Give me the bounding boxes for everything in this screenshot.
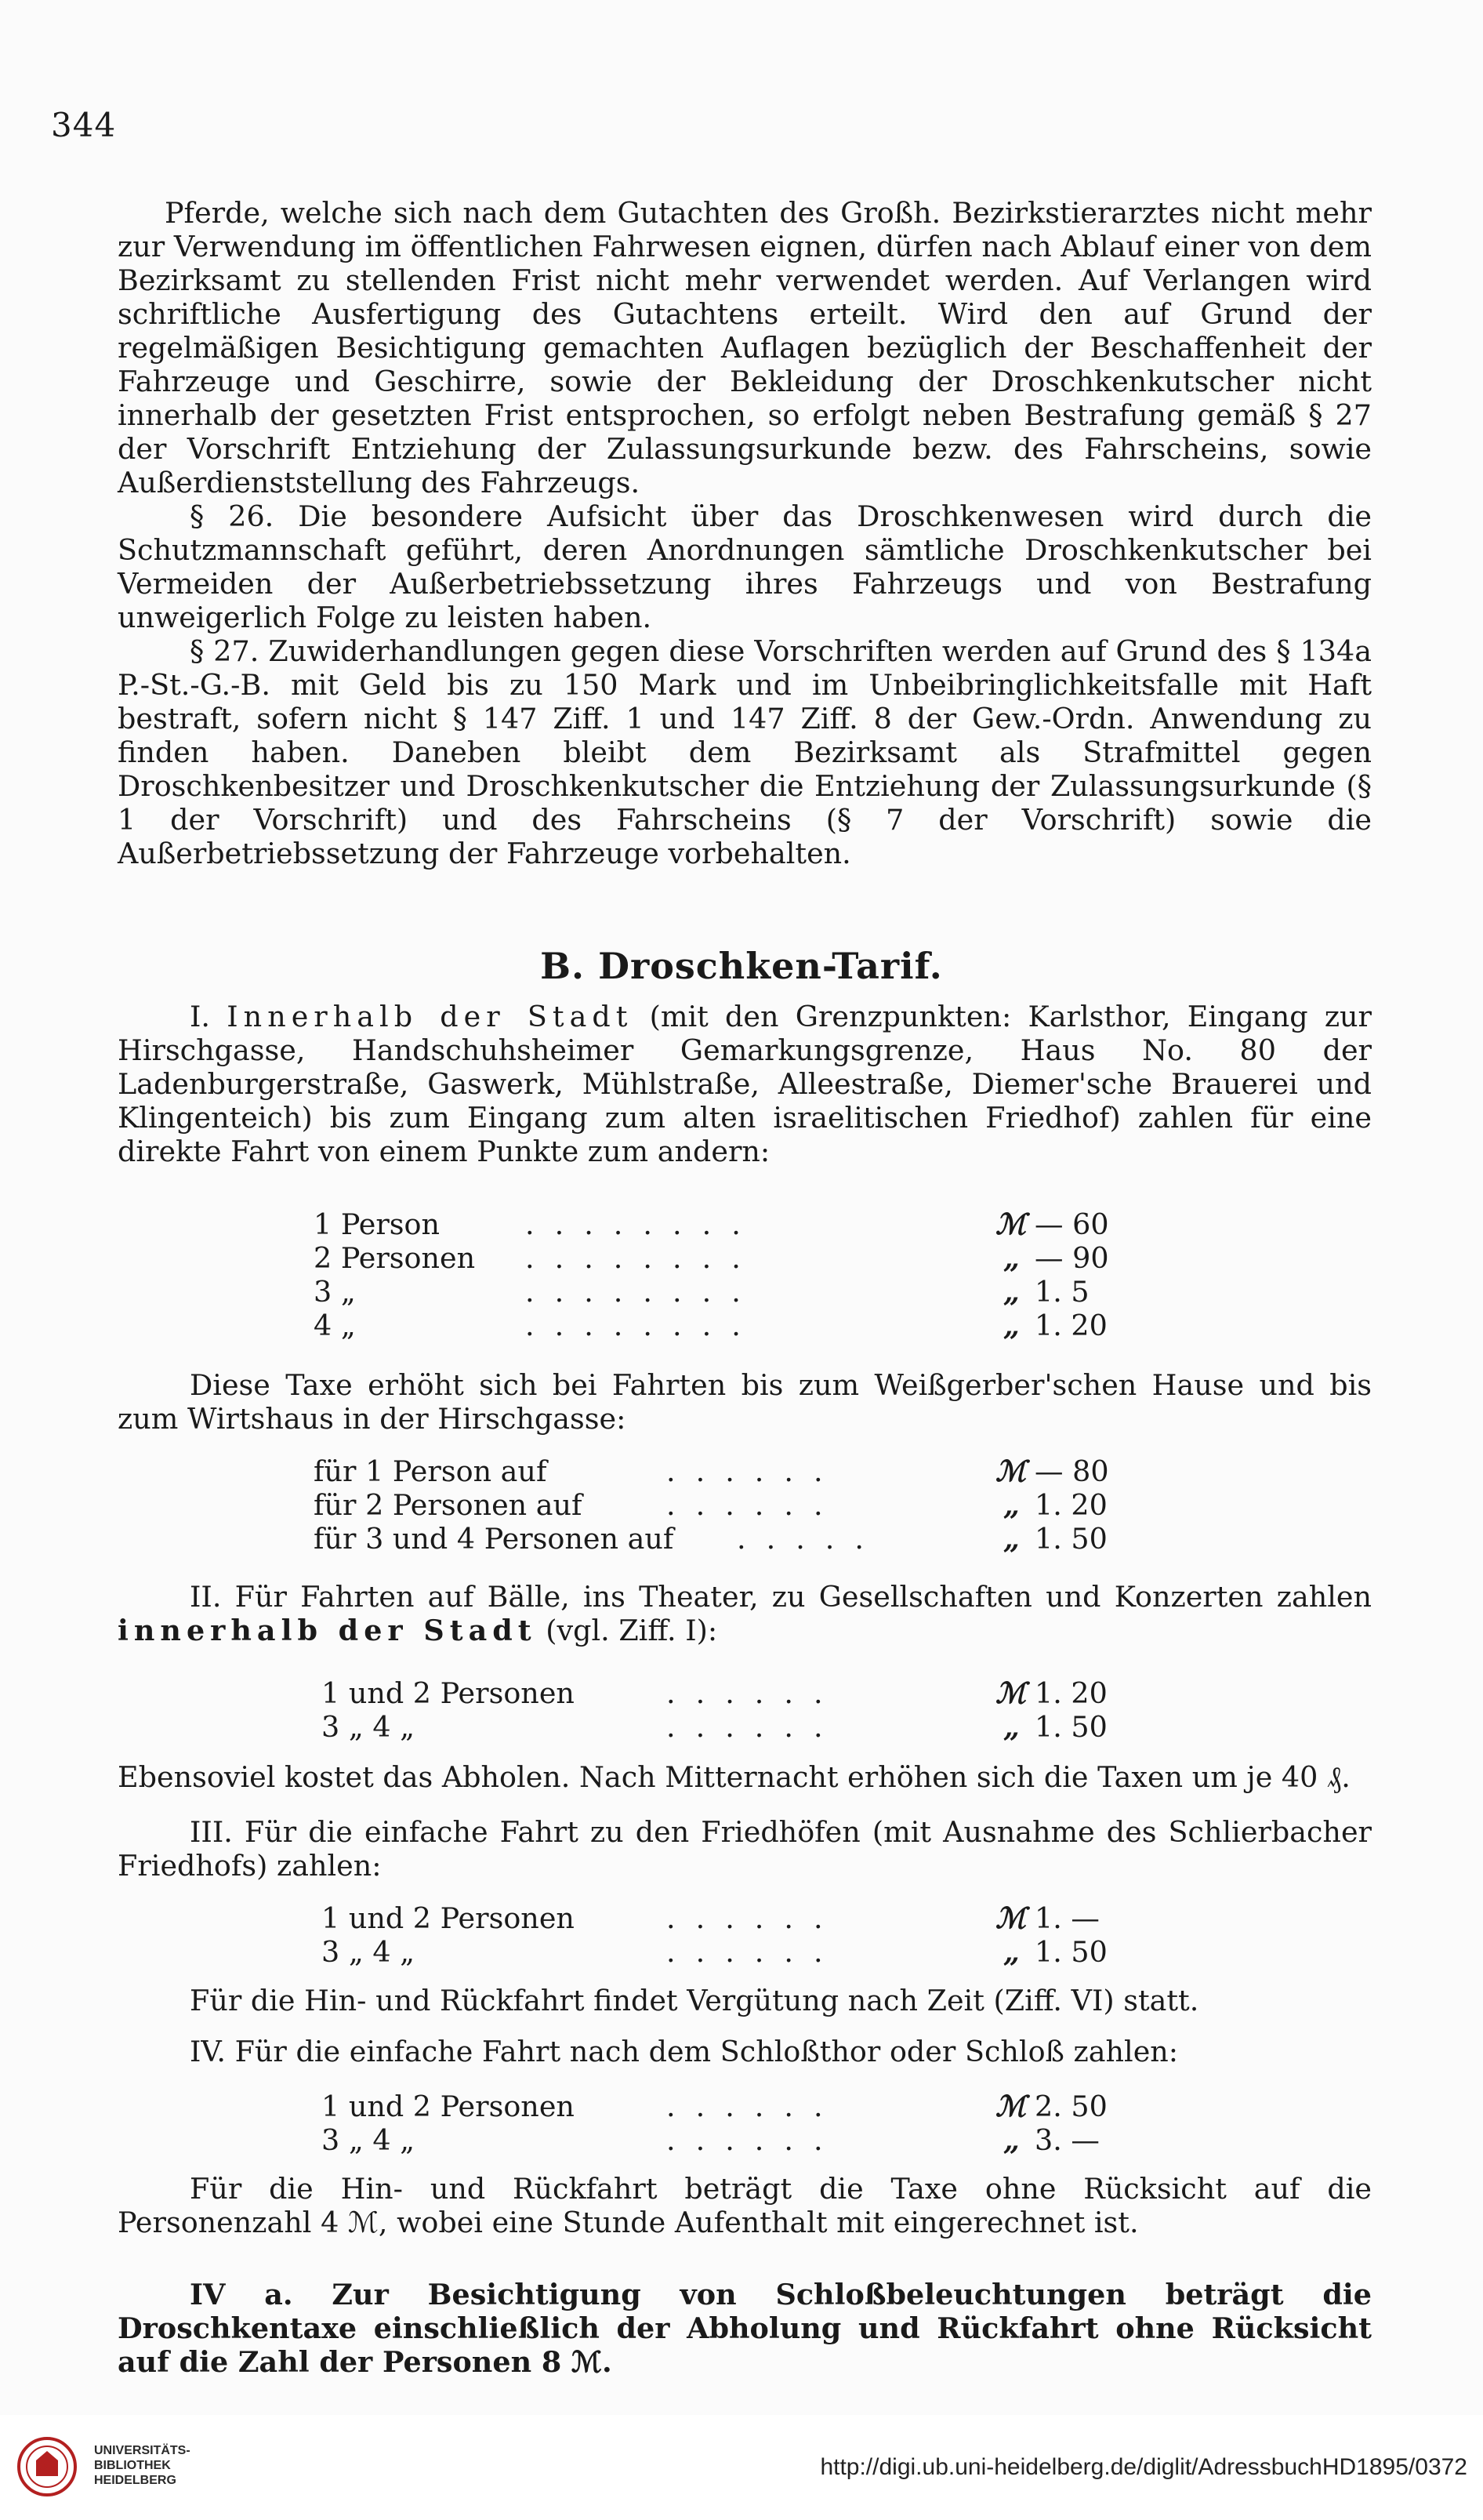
row-label: für 1 Person auf xyxy=(314,1454,547,1488)
section-I-note-text: Diese Taxe erhöht sich bei Fahrten bis zum Weißgerber'schen Hause und bis zum Wirtshaus in der Hirschgasse: xyxy=(118,1368,1372,1436)
tariff-row: 1 und 2 Personen ...... ℳ 2. 50 xyxy=(321,2090,1108,2123)
row-label: 3 „ 4 „ xyxy=(321,1935,415,1969)
currency: ℳ xyxy=(995,1901,1027,1935)
tariff-row: 3 „ 4 „ ...... „ 3. — xyxy=(321,2123,1100,2157)
section-IVa-text: IV a. Zur Besichtigung von Schloßbeleuchtungen beträgt die Droschkentaxe einschließlich der Abholung und Rückfahrt ohne Rücksicht auf die Zahl der Personen 8 ℳ. xyxy=(118,2278,1372,2379)
currency: „ xyxy=(1003,1488,1020,1522)
section-I xyxy=(118,1000,1372,1168)
amount: — 60 xyxy=(1035,1207,1109,1241)
amount: 1. 50 xyxy=(1035,1710,1108,1744)
section-I-lead: I. xyxy=(190,1000,211,1033)
paragraph-26: § 26. Die besondere Aufsicht über das Droschkenwesen wird durch die Schutzmannschaft geführt, deren Anordnungen sämtliche Droschkenkutscher bei Vermeiden der Außerbetriebssetzung ihres Fahrzeugs und von Bestrafung unweigerlich Folge zu leisten haben. xyxy=(118,499,1372,634)
logo-line-3: HEIDELBERG xyxy=(94,2474,176,2487)
section-II-note xyxy=(118,1760,1372,1794)
logo-text xyxy=(94,2443,190,2488)
currency: „ xyxy=(1003,1522,1020,1556)
row-label: 1 Person xyxy=(314,1207,441,1241)
currency: ℳ xyxy=(995,2090,1027,2123)
section-IV-note-text: Für die Hin- und Rückfahrt beträgt die Taxe ohne Rücksicht auf die Personenzahl 4 ℳ, wobei eine Stunde Aufenthalt mit eingerechnet ist. xyxy=(118,2172,1372,2239)
section-II-text-b: (vgl. Ziff. I): xyxy=(546,1614,718,1647)
logo-line-1: UNIVERSITÄTS- xyxy=(94,2444,190,2457)
currency: ℳ xyxy=(995,1676,1027,1710)
row-label: für 3 und 4 Personen auf xyxy=(314,1522,674,1556)
amount: 1. 20 xyxy=(1035,1488,1108,1522)
source-url-link[interactable]: http://digi.ub.uni-heidelberg.de/diglit/AdressbuchHD1895/0372 xyxy=(820,2454,1467,2480)
section-I-note xyxy=(118,1368,1372,1436)
row-label: 3 „ 4 „ xyxy=(321,2123,415,2157)
tariff-table-IV xyxy=(321,2090,1184,2157)
row-label: 3 „ xyxy=(314,1275,356,1309)
tariff-row: 3 „ 4 „ ...... „ 1. 50 xyxy=(321,1935,1108,1969)
tariff-row: 1 Person ........ ℳ — 60 xyxy=(314,1207,1109,1241)
section-II-text xyxy=(118,1580,1372,1647)
row-label: 4 „ xyxy=(314,1309,356,1342)
tariff-row: 1 und 2 Personen ...... ℳ 1. 20 xyxy=(321,1676,1108,1710)
currency: ℳ xyxy=(995,1207,1027,1241)
amount: 1. 50 xyxy=(1035,1522,1108,1556)
section-I-rest: (mit den Grenzpunkten: Karlsthor, Eingang zur Hirschgasse, Handschuhsheimer Gemarkungsgrenze, Haus No. 80 der Ladenburgerstraße, Gaswerk, Mühlstraße, Alleestraße, Diemer'sche Brauerei und Klingenteich) bis zum Eingang zum alten israelitischen Friedhof) zahlen für eine direkte Fahrt von einem Punkte zum andern: xyxy=(118,1000,1372,1168)
section-II xyxy=(118,1580,1372,1647)
section-III xyxy=(118,1815,1372,1883)
section-I-text xyxy=(118,1000,1372,1168)
tariff-heading: B. Droschken-Tarif. xyxy=(540,945,943,987)
section-III-note xyxy=(118,1984,1372,2017)
amount: 1. — xyxy=(1035,1901,1100,1935)
section-IV-text: IV. Für die einfache Fahrt nach dem Schloßthor oder Schloß zahlen: xyxy=(190,2035,1179,2068)
amount: 2. 50 xyxy=(1035,2090,1108,2123)
row-label: 1 und 2 Personen xyxy=(321,1901,575,1935)
currency: „ xyxy=(1003,1241,1020,1275)
row-label: für 2 Personen auf xyxy=(314,1488,582,1522)
currency: „ xyxy=(1003,1275,1020,1309)
section-II-note-text: Ebensoviel kostet das Abholen. Nach Mitternacht erhöhen sich die Taxen um je 40 ₰. xyxy=(118,1760,1351,1794)
tariff-table-I xyxy=(314,1207,1176,1342)
section-I-spaced: Innerhalb der Stadt xyxy=(227,1000,633,1033)
tariff-row: 4 „ ........ „ 1. 20 xyxy=(314,1309,1108,1342)
amount: 1. 20 xyxy=(1035,1309,1108,1342)
currency: „ xyxy=(1003,2123,1020,2157)
tariff-row: 1 und 2 Personen ...... ℳ 1. — xyxy=(321,1901,1100,1935)
currency: ℳ xyxy=(995,1454,1027,1488)
tariff-table-III xyxy=(321,1901,1184,1969)
tariff-row: für 2 Personen auf ...... „ 1. 20 xyxy=(314,1488,1108,1522)
section-IV-note xyxy=(118,2172,1372,2239)
library-seal-icon xyxy=(16,2427,78,2506)
paragraph-pferde: Pferde, welche sich nach dem Gutachten des Großh. Bezirkstierarztes nicht mehr zur Verwendung im öffentlichen Fahrwesen eignen, dürfen nach Ablauf einer von dem Bezirksamt zu stellenden Frist nicht mehr verwendet werden. Auf Verlangen wird schriftliche Ausfertigung des Gutachtens erteilt. Wird den auf Grund der regelmäßigen Besichtigung gemachten Auflagen bezüglich der Beschaffenheit der Fahrzeuge und Geschirre, sowie der Bekleidung der Droschkenkutscher nicht innerhalb der gesetzten Frist entsprochen, so erfolgt neben Bestrafung gemäß § 27 der Vorschrift Entziehung der Zulassungsurkunde bezw. des Fahrscheins, sowie Außerdienststellung des Fahrzeugs. xyxy=(118,196,1372,499)
page-number: 344 xyxy=(51,106,117,144)
row-label: 2 Personen xyxy=(314,1241,476,1275)
tariff-table-I-extra xyxy=(314,1454,1176,1556)
section-paragraphs xyxy=(118,196,1372,870)
amount: 1. 5 xyxy=(1035,1275,1090,1309)
tariff-row: für 3 und 4 Personen auf ..... „ 1. 50 xyxy=(314,1522,1108,1556)
amount: 3. — xyxy=(1035,2123,1100,2157)
paragraph-27: § 27. Zuwiderhandlungen gegen diese Vorschriften werden auf Grund des § 134a P.-St.-G.-B. mit Geld bis zu 150 Mark und im Unbeibringlichkeitsfalle mit Haft bestraft, sofern nicht § 147 Ziff. 1 und 147 Ziff. 8 der Gew.-Ordn. Anwendung zu finden haben. Daneben bleibt dem Bezirksamt als Strafmittel gegen Droschkenbesitzer und Droschkenkutscher die Entziehung der Zulassungsurkunde (§ 1 der Vorschrift) und des Fahrscheins (§ 7 der Vorschrift) sowie die Außerbetriebssetzung der Fahrzeuge vorbehalten. xyxy=(118,634,1372,870)
amount: 1. 20 xyxy=(1035,1676,1108,1710)
currency: „ xyxy=(1003,1935,1020,1969)
amount: — 80 xyxy=(1035,1454,1109,1488)
tariff-row: 3 „ ........ „ 1. 5 xyxy=(314,1275,1090,1309)
section-II-text-a: II. Für Fahrten auf Bälle, ins Theater, zu Gesellschaften und Konzerten zahlen xyxy=(190,1580,1372,1614)
tariff-row: 2 Personen ........ „ — 90 xyxy=(314,1241,1109,1275)
row-label: 1 und 2 Personen xyxy=(321,1676,575,1710)
footer-bar xyxy=(0,2415,1483,2520)
section-II-spaced: innerhalb der Stadt xyxy=(118,1614,537,1647)
section-III-note-text: Für die Hin- und Rückfahrt findet Vergütung nach Zeit (Ziff. VI) statt. xyxy=(190,1984,1199,2017)
tariff-table-II xyxy=(321,1676,1184,1744)
amount: — 90 xyxy=(1035,1241,1109,1275)
section-IVa xyxy=(118,2278,1372,2379)
currency: „ xyxy=(1003,1710,1020,1744)
tariff-row: für 1 Person auf ...... ℳ — 80 xyxy=(314,1454,1109,1488)
row-label: 1 und 2 Personen xyxy=(321,2090,575,2123)
section-III-text: III. Für die einfache Fahrt zu den Friedhöfen (mit Ausnahme des Schlierbacher Friedhofs) zahlen: xyxy=(118,1815,1372,1883)
university-library-logo xyxy=(16,2427,204,2506)
logo-line-2: BIBLIOTHEK xyxy=(94,2459,171,2472)
row-label: 3 „ 4 „ xyxy=(321,1710,415,1744)
section-IV xyxy=(118,2035,1372,2068)
tariff-row: 3 „ 4 „ ...... „ 1. 50 xyxy=(321,1710,1108,1744)
currency: „ xyxy=(1003,1309,1020,1342)
amount: 1. 50 xyxy=(1035,1935,1108,1969)
